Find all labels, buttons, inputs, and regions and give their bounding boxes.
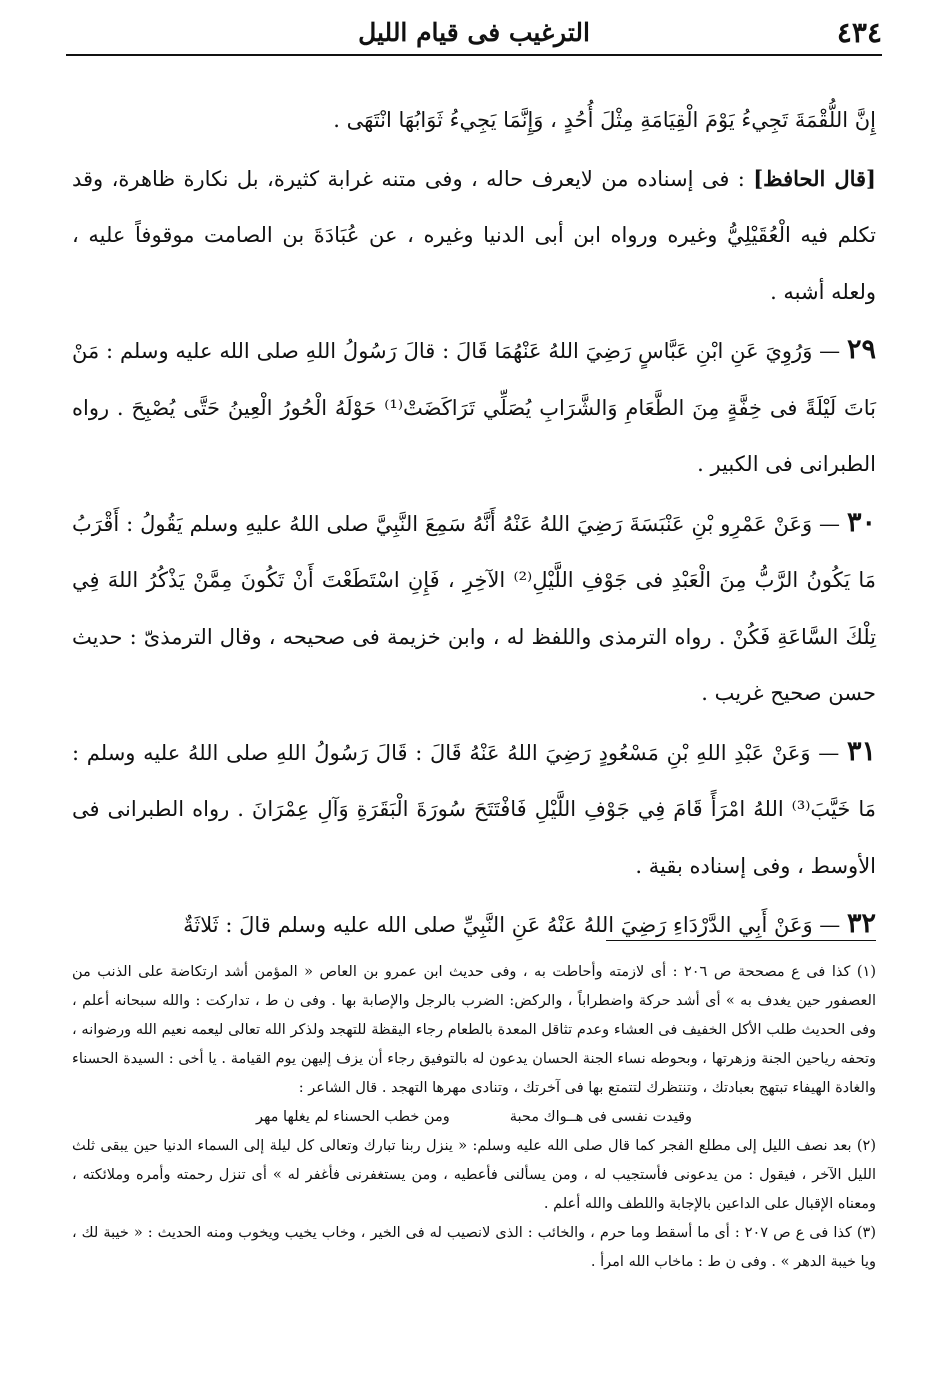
footnote-divider <box>606 940 876 941</box>
hadith-text: — وَعَنْ أَبِي الدَّرْدَاءِ رَضِيَ اللهُ عَنْهُ عَنِ النَّبِيِّ صلى الله عليه وسلم قالَ : ثَلاثَةٌ <box>183 913 841 937</box>
hadith-32 <box>72 896 876 954</box>
footnote-2: (٢) بعد نصف الليل إلى مطلع الفجر كما قال صلى الله عليه وسلم: « ينزل ربنا تبارك وتعالى كل ليلة إلى السماء الدنيا حين يبقى ثلث الليل الآخر ، فيقول : من يدعونى فأستجيب له ، ومن يسألنى فأعطيه ، ومن يستغفرنى فأغفر له » أى تنزل رحمته وأمره وملائكته ، ومعناه الإقبال على الداعين بالإجابة واللطف والله أعلم . <box>72 1138 876 1212</box>
paragraph-continuation <box>72 92 876 149</box>
paragraph-hafiz-comment <box>72 151 876 321</box>
paragraph-text: : فى إسناده من لايعرف حاله ، وفى متنه غرابة كثيرة، بل نكارة ظاهرة، وقد تكلم فيه الْعُقَيْلِيُّ وغيره ورواه ابن أبى الدنيا وغيره ، عن عُبَادَةَ بن الصامت موقوفاً عليه ، ولعله أشبه . <box>72 166 876 304</box>
footnote-1: (١) كذا فى ع مصححة ص ٢٠٦ : أى لازمته وأحاطت به ، وفى حديث ابن عمرو بن العاص « المؤمن أشد ارتكاضة على الذنب من العصفور حين يغدف به » أى أشد حركة واضطراباً ، والركض: الضرب بالرجل والإصابة بها . وفى ن ط ، تدارکت : والله سبحانه أعلم ، وفى الحديث طلب الأكل الخفيف فى العشاء وعدم تثاقل المعدة بالطعام رجاء اليقظة للتهجد ولذكر الله تعالى ليعمه نعيم الله ورضوانه ، وتحفه رياحين الجنة وزهرتها ، وبحوطه نساء الجنة الحسان يدعون له بالتوفيق رجاء أن يزف إليهن يوم القيامة . يا أخى : السيدة الحسناء والغادة الهيفاء تبتهج بعبادتك ، وتنتظرك لتتمتع بها فى آخرتك ، وتنادى مهرها التهجد . قال الشاعر : <box>72 964 876 1096</box>
hadith-text: — وَرُوِيَ عَنِ ابْنِ عَبَّاسٍ رَضِيَ اللهُ عَنْهُمَا قَالَ : قالَ رَسُولُ اللهِ صلى الله عليه وسلم : مَنْ بَاتَ لَيْلَةً فى خِفَّةٍ مِنَ الطَّعَامِ وَالشَّرَابِ يُصَلِّي تَرَاكَضَتْ⁽¹⁾ حَوْلَهُ الْحُورُ الْعِينُ حَتَّى يُصْبِحَ . رواه الطبرانى فى الكبير . <box>72 339 876 476</box>
hadith-number: ٣٢ <box>846 908 876 939</box>
page-header <box>66 14 882 56</box>
poem-verse <box>72 1103 876 1132</box>
poem-hemistich-second: ومن خطب الحسناء لم يغلها مهر <box>255 1109 450 1125</box>
running-title: الترغيب فى قيام الليل <box>358 18 590 47</box>
hadith-text: — وَعَنْ عَبْدِ اللهِ بْنِ مَسْعُودٍ رَضِيَ اللهُ عَنْهُ قَالَ : قَالَ رَسُولُ اللهِ صلى اللهُ عليه وسلم : مَا خَيَّبَ⁽³⁾ اللهُ امْرَأً قَامَ فِي جَوْفِ اللَّيْلِ فَافْتَتَحَ سُورَةَ الْبَقَرَةِ وَآلِ عِمْرَانَ . رواه الطبرانى فى الأوسط ، وفى إسناده بقية . <box>72 740 877 878</box>
paragraph-text: إِنَّ اللُّقْمَةَ تَجِيءُ يَوْمَ الْقِيَامَةِ مِثْلَ أُحُدٍ ، وَإِنَّمَا يَجِيءُ ثَوَابُهَا انْتَهَى . <box>333 108 876 132</box>
hadith-number: ٣٠ <box>846 506 876 538</box>
hadith-30 <box>72 495 876 722</box>
hadith-number: ٣١ <box>846 735 876 767</box>
main-text <box>72 92 876 956</box>
footnotes <box>72 958 876 1277</box>
footnote-3: (٣) كذا فى ع ص ٢٠٧ : أى ما أسقط وما حرم ، والخائب : الذى لانصيب له فى الخير ، وخاب يخيب ويخوب ومنه الحديث : « خيبة لك ، ويا خيبة الدهر » . وفى ن ط : ماخاب الله امرأ . <box>72 1225 876 1270</box>
page-number: ٤٣٤ <box>836 16 882 49</box>
hadith-31 <box>72 724 876 895</box>
poem-hemistich-first: وقيدت نفسى فى هــواك محبة <box>509 1109 693 1125</box>
hadith-29 <box>72 322 876 493</box>
hadith-number: ٢٩ <box>846 334 876 365</box>
hadith-text: — وَعَنْ عَمْرِو بْنِ عَنْبَسَةَ رَضِيَ اللهُ عَنْهُ أَنَّهُ سَمِعَ النَّبِيَّ صلى اللهُ عليهِ وسلم يَقُولُ : أَقْرَبُ مَا يَكُونُ الرَّبُّ مِنَ الْعَبْدِ فى جَوْفِ اللَّيْلِ⁽²⁾ الآخِرِ ، فَإِنِ اسْتَطَعْتَ أَنْ تَكُونَ مِمَّنْ يَذْكُرُ اللهَ فِي تِلْكَ السَّاعَةِ فَكُنْ . رواه الترمذى واللفظ له ، وابن خزيمة فى صحيحه ، وقال الترمذىّ : حديث حسن صحيح غريب . <box>72 511 876 705</box>
hafiz-label: [قال الحافظ] <box>753 165 876 191</box>
